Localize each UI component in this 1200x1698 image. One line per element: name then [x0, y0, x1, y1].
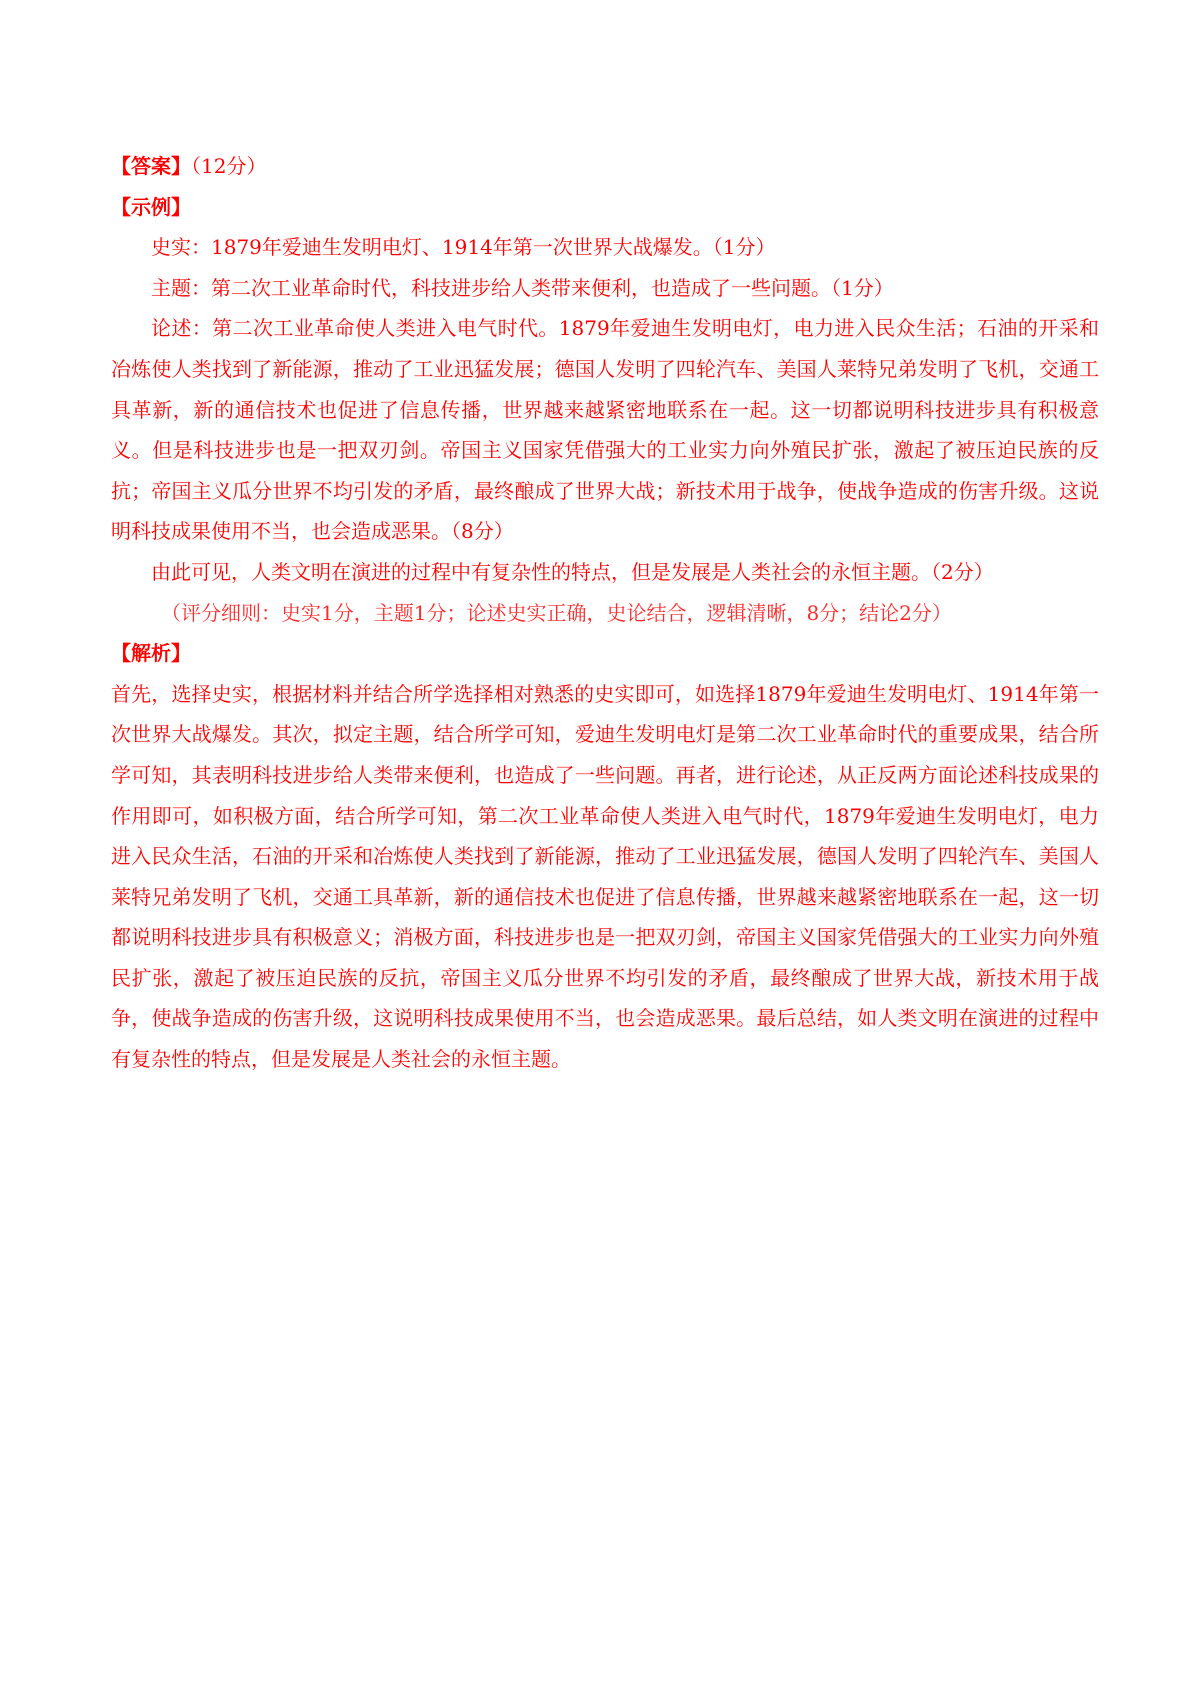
analysis-body: 首先，选择史实，根据材料并结合所学选择相对熟悉的史实即可，如选择1879年爱迪生发明电灯、1914年第一次世界大战爆发。其次，拟定主题，结合所学可知，爱迪生发明电灯是第二次工业革命时代的重要成果，结合所学可知，其表明科技进步给人类带来便利，也造成了一些问题。再者，进行论述，从正反两方面论述科技成果的作用即可，如积极方面，结合所学可知，第二次工业革命使人类进入电气时代，1879年爱迪生发明电灯，电力进入民众生活，石油的开采和冶炼使人类找到了新能源，推动了工业迅猛发展，德国人发明了四轮汽车、美国人莱特兄弟发明了飞机，交通工具革新，新的通信技术也促进了信息传播，世界越来越紧密地联系在一起，这一切都说明科技进步具有积极意义；消极方面，科技进步也是一把双刃剑，帝国主义国家凭借强大的工业实力向外殖民扩张，激起了被压迫民族的反抗，帝国主义瓜分世界不均引发的矛盾，最终酿成了世界大战，新技术用于战争，使战争造成的伤害升级，这说明科技成果使用不当，也会造成恶果。最后总结，如人类文明在演进的过程中有复杂性的特点，但是发展是人类社会的永恒主题。 [111, 681, 1099, 1072]
example-conclusion: 由此可见，人类文明在演进的过程中有复杂性的特点，但是发展是人类社会的永恒主题。（2分） [151, 559, 994, 584]
example-argument: 论述：第二次工业革命使人类进入电气时代。1879年爱迪生发明电灯，电力进入民众生活；石油的开采和冶炼使人类找到了新能源，推动了工业迅猛发展；德国人发明了四轮汽车、美国人莱特兄弟发明了飞机，交通工具革新，新的通信技术也促进了信息传播，世界越来越紧密地联系在一起。这一切都说明科技进步具有积极意义。但是科技进步也是一把双刃剑。帝国主义国家凭借强大的工业实力向外殖民扩张，激起了被压迫民族的反抗；帝国主义瓜分世界不均引发的矛盾，最终酿成了世界大战；新技术用于战争，使战争造成的伤害升级。这说明科技成果使用不当，也会造成恶果。（8分） [111, 316, 1099, 544]
example-heading: 【示例】 [111, 194, 191, 219]
analysis-heading: 【解析】 [111, 641, 191, 666]
answer-document [111, 146, 1099, 1080]
scoring-rubric: （评分细则：史实1分，主题1分；论述史实正确，史论结合，逻辑清晰，8分；结论2分） [161, 600, 952, 625]
example-theme: 主题：第二次工业革命时代，科技进步给人类带来便利，也造成了一些问题。（1分） [151, 275, 894, 300]
answer-points: （12分） [191, 154, 267, 178]
answer-heading: 【答案】 [111, 154, 191, 178]
answer-heading-line [111, 146, 1099, 187]
example-fact: 史实：1879年爱迪生发明电灯、1914年第一次世界大战爆发。（1分） [151, 235, 776, 260]
